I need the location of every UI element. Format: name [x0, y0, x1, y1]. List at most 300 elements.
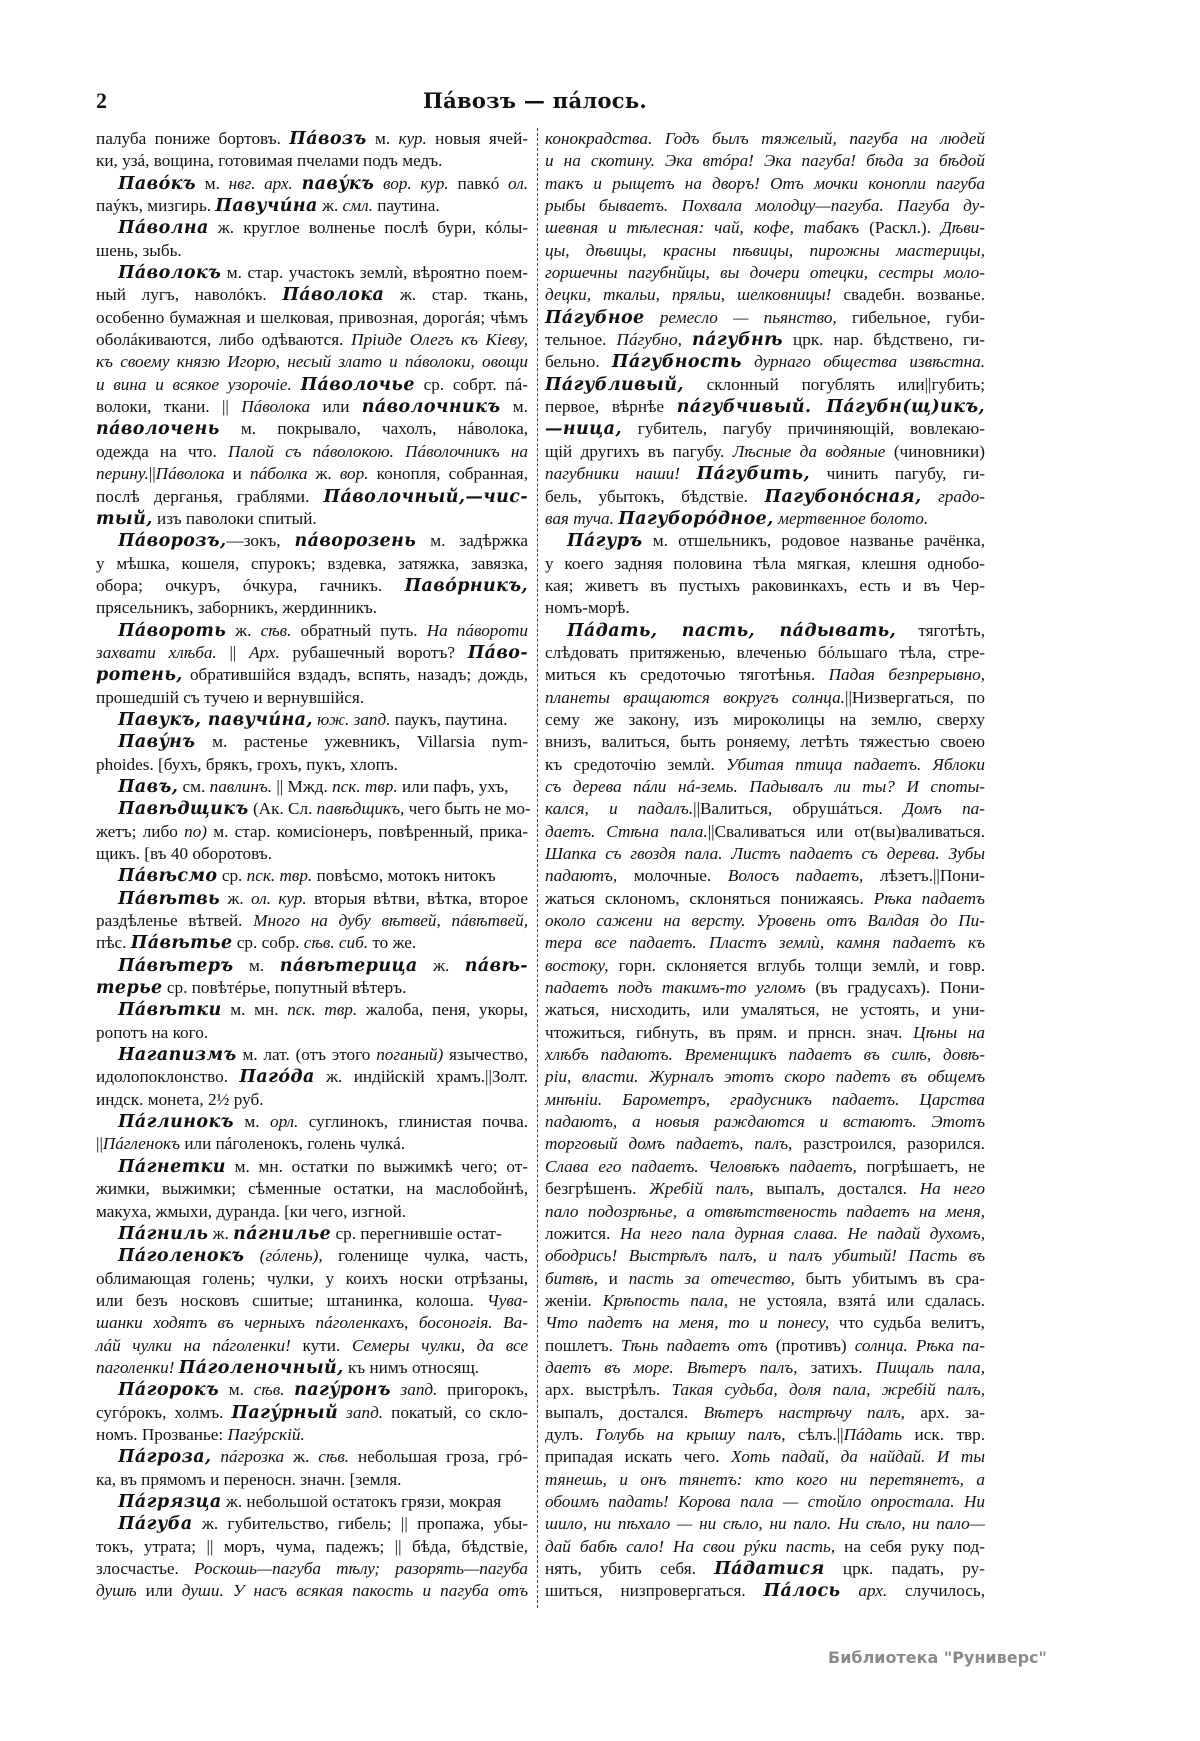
text-line	[96, 508, 528, 530]
example-text: На пáвороти	[426, 620, 528, 640]
definition-text: у мѣшка, кошеля, спурокъ; вздевка, затяжка, завязка,	[96, 553, 528, 573]
definition-text: ж.	[208, 1223, 234, 1243]
definition-text: ж.	[284, 1447, 319, 1467]
headword: пáгубчивый. Пáгубн(щ)икъ,	[676, 397, 985, 418]
definition-text: миться къ средоточью тяготѣнья.	[545, 665, 829, 685]
text-line	[545, 620, 985, 642]
text-line	[96, 128, 528, 150]
example-text: паголенки!	[96, 1357, 175, 1377]
text-line	[96, 1536, 528, 1558]
text-line	[96, 150, 528, 172]
definition-text: шиться, низпровергаться.	[545, 1581, 764, 1601]
text-line	[545, 687, 985, 709]
definition-text: м. мн. остатки по выжимкѣ чего; от-	[225, 1156, 528, 1176]
example-text: павлинъ.	[209, 776, 273, 796]
definition-text: сугóрокъ, холмъ.	[96, 1402, 232, 1422]
headword: Пáгубливый,	[545, 374, 684, 395]
text-line	[96, 955, 528, 977]
example-text: Пáгубно,	[616, 330, 682, 350]
text-line	[96, 1178, 528, 1200]
text-line	[96, 1044, 528, 1066]
headword: ротень,	[96, 665, 183, 686]
text-line	[545, 150, 985, 172]
text-line	[545, 888, 985, 910]
definition-text: то же.	[368, 933, 417, 953]
text-line	[545, 642, 985, 664]
example-text: шевная и тѣлесная: чай, кофе, табакъ	[545, 218, 860, 238]
text-line	[96, 1290, 528, 1312]
example-text: даетъ. Стѣна пала.	[545, 821, 708, 841]
definition-text: или пáголенокъ, голень чулкá.	[180, 1134, 406, 1154]
example-text: кался, и падалъ.	[545, 799, 694, 819]
headword: пáволочень	[96, 419, 220, 440]
example-text: сѣв.	[253, 1380, 285, 1400]
example-text: вор. кур.	[382, 173, 449, 193]
text-line	[96, 642, 528, 664]
headword: Пáволокъ	[118, 263, 222, 284]
library-watermark: Библиотека "Руниверс"	[828, 1648, 1047, 1667]
example-text: лáй чулки на пáголенки!	[96, 1335, 291, 1355]
headword: пагýронъ	[294, 1380, 391, 1401]
definition-text: м.	[196, 173, 229, 193]
headword: Павѣдщикъ	[118, 799, 249, 820]
headword: Павóрникъ,	[404, 575, 528, 596]
headword: Пáвѣсмо	[118, 866, 218, 887]
text-line	[545, 1513, 985, 1535]
example-text: Семеры чулки, да все	[351, 1335, 528, 1355]
definition-text: —зокъ,	[226, 531, 295, 551]
definition-text: суглинокъ, глинистая почва.	[298, 1112, 528, 1132]
text-line	[545, 1402, 985, 1424]
definition-text: тяготѣть,	[896, 620, 985, 640]
headword: пáворозень	[294, 531, 417, 552]
example-text: градо-	[938, 486, 985, 506]
definition-text	[921, 487, 938, 506]
text-line	[96, 1089, 528, 1111]
text-line	[545, 1178, 985, 1200]
definition-text: сѣлъ.||	[785, 1424, 844, 1444]
definition-text: дулъ.	[545, 1424, 596, 1444]
example-text: обоимъ падать! Корова пала — стойло опростала. Ни	[545, 1491, 985, 1511]
definition-text: phoides. [бухъ, брякъ, грохъ, пукъ, хлопъ.	[96, 754, 398, 774]
example-text: рыбы бываетъ. Похвала молодцу—пагуба. Пагуба ду-	[545, 196, 985, 216]
example-text: пасть за отечество,	[628, 1268, 795, 1288]
definition-text: случилось,	[887, 1581, 985, 1601]
definition-text: губитель, пагубу причиняющiй, вовлекаю-	[621, 419, 985, 439]
example-text: хлѣбъ падаютъ. Временщикъ падаетъ въ силѣ, довѣ-	[545, 1045, 985, 1065]
example-text: даетъ въ море. Вѣтеръ палъ,	[545, 1357, 798, 1377]
definition-text: лѣзетъ.||Пони-	[863, 866, 986, 886]
text-line	[545, 173, 985, 195]
headword: пáгнилье	[233, 1223, 332, 1244]
text-line	[545, 307, 985, 329]
example-text: Такая судьба, доля пала, жребiй палъ,	[671, 1380, 985, 1400]
text-line	[96, 217, 528, 239]
example-text: падаетъ подъ такимъ-то угломъ	[545, 978, 806, 998]
text-line	[545, 1335, 985, 1357]
definition-text: ||	[148, 464, 156, 484]
headword: Пáвѣтье	[130, 933, 233, 954]
headword: пáвѣтерица	[279, 955, 418, 976]
headword: пáгубнѣ	[692, 330, 783, 351]
example-text: захвати хлѣба.	[96, 642, 217, 662]
headword: Павукъ, павучи́на,	[118, 709, 313, 730]
text-line	[96, 1335, 528, 1357]
example-text: Пáволока	[155, 464, 225, 484]
text-line	[96, 1357, 528, 1379]
example-text: тянешь, и онъ тянетъ: кто кого ни перетянетъ, а	[545, 1469, 985, 1489]
definition-text: или пафъ, ухъ,	[397, 776, 509, 796]
example-text: Чува-	[486, 1290, 528, 1310]
example-text: ремесло — пьянство,	[659, 307, 837, 327]
example-text: съ дерева пáли нá-земь. Падывалъ ли ты? И споты-	[545, 776, 985, 796]
text-line	[545, 1379, 985, 1401]
definition-text: на себя руку под-	[835, 1536, 985, 1556]
headword: Пáгорокъ	[118, 1380, 220, 1401]
definition-text: ||	[216, 642, 250, 662]
example-text: мертвенное болото.	[777, 508, 929, 528]
headword: Нагапизмъ	[118, 1045, 237, 1066]
example-text: павѣдщикъ,	[316, 799, 405, 819]
definition-text: ложится.	[545, 1223, 620, 1243]
example-text: смл.	[342, 196, 373, 216]
text-line	[545, 1111, 985, 1133]
definition-text: ср.	[217, 866, 247, 886]
definition-text: рубашечный воротъ?	[279, 642, 468, 662]
definition-text: палуба пониже бортовъ.	[96, 129, 290, 148]
left-column	[96, 128, 531, 1603]
definition-text: или безъ носковъ сшитые; штанинка, колоша.	[96, 1290, 487, 1310]
text-line	[96, 463, 528, 485]
definition-text: пригорокъ,	[437, 1380, 529, 1400]
text-line	[545, 351, 985, 373]
text-line	[96, 821, 528, 843]
definition-text: макуха, жмыхи, дуранда. [ки чего, изгной.	[96, 1201, 407, 1221]
example-text: На него пала дурная слава. Не падай духомъ,	[619, 1223, 985, 1243]
definition-text: (Раскл.).	[859, 218, 941, 238]
example-text: запд.	[400, 1380, 438, 1400]
example-text: пск. твр.	[287, 1000, 358, 1020]
headword: Пáвѣтки	[118, 1000, 222, 1021]
example-text: планеты вращаются вокругъ солнца.	[545, 687, 845, 707]
definition-text: щикъ. [въ 40 оборотовъ.	[96, 844, 272, 863]
example-text: ободрись! Выстрѣлъ палъ, и палъ убитый! Пасть въ	[545, 1246, 985, 1266]
text-line	[545, 910, 985, 932]
example-text: къ своему князю Игорю, несый злато и пáволоки, овощи	[96, 352, 528, 372]
text-line	[96, 173, 528, 195]
text-line	[545, 955, 985, 977]
text-line	[96, 1268, 528, 1290]
text-line	[96, 1312, 528, 1334]
definition-text: || Мжд.	[272, 776, 333, 796]
text-line	[545, 128, 985, 150]
example-text: и вина и всякое узорочiе.	[96, 374, 292, 394]
text-line	[545, 553, 985, 575]
example-text: Пáгленокъ	[102, 1134, 181, 1154]
example-text: вор.	[339, 464, 369, 484]
text-line	[96, 709, 528, 731]
example-text: пáболка	[249, 464, 308, 484]
text-line	[96, 307, 528, 329]
definition-text: первое, вѣрнѣе	[545, 397, 677, 417]
definition-text: покатый, со скло-	[383, 1402, 529, 1422]
definition-text: пѣс.	[96, 933, 131, 953]
definition-text: оболáкиваются, либо одѣваются.	[96, 330, 352, 350]
definition-text: прясельникъ, заборникъ, жердинникъ.	[96, 598, 378, 618]
headword: Пагуборóдное,	[618, 508, 774, 529]
text-line	[96, 530, 528, 552]
text-line	[96, 1066, 528, 1088]
headword: Пагýрный	[231, 1402, 339, 1423]
definition-text	[391, 1380, 401, 1399]
text-line	[545, 776, 985, 798]
text-line	[96, 1156, 528, 1178]
definition-text: ||Сваливаться или от(вы)валиваться.	[707, 821, 985, 841]
definition-text: затихъ.	[797, 1357, 876, 1377]
example-text: запд.	[346, 1402, 384, 1422]
definition-text: ср. перегнившiе остат-	[331, 1223, 502, 1243]
text-line	[96, 1424, 528, 1446]
example-text: Пáдать	[843, 1424, 903, 1444]
definition-text: жетъ; либо	[96, 821, 185, 841]
definition-text: паукъ, паутина.	[390, 709, 508, 729]
text-line	[96, 374, 528, 396]
definition-text: црк. падать, ру-	[824, 1559, 985, 1578]
definition-text: шень, зыбь.	[96, 240, 182, 260]
example-text: востоку,	[545, 955, 609, 975]
definition-text: номъ. Прозванье:	[96, 1424, 228, 1444]
text-line	[545, 1022, 985, 1044]
definition-text	[292, 375, 301, 394]
headword: Пáдать, пасть, пáдывать,	[567, 620, 897, 641]
example-text: пало подозрѣнье, а отвѣтственость падаетъ на меня,	[545, 1201, 985, 1221]
example-text: Голубь на крышу палъ,	[595, 1424, 786, 1444]
definition-text: молочные.	[617, 866, 728, 886]
example-text: шанки ходятъ въ черныхъ пáголенкахъ, босоногiя. Ва-	[96, 1313, 528, 1333]
definition-text: чинить пагубу, ги-	[809, 464, 985, 484]
definition-text: или	[310, 397, 362, 417]
definition-text: ж. индiйскiй храмъ.||Золт.	[314, 1067, 528, 1087]
headword: Пагóда	[239, 1067, 315, 1088]
headword: пáвѣ-	[464, 955, 528, 976]
text-line	[96, 597, 528, 619]
text-line	[96, 1513, 528, 1535]
headword: Пáвороть	[118, 620, 227, 641]
definition-text: ср. собрт. пá-	[414, 374, 529, 394]
running-head: Пáвозъ — пáлось.	[422, 88, 648, 113]
text-line	[545, 664, 985, 686]
text-line	[96, 441, 528, 463]
definition-text: (въ градусахъ). Пони-	[805, 978, 985, 998]
text-line	[96, 664, 528, 686]
example-text: Волосъ падаетъ,	[727, 866, 864, 886]
example-text: и на скотину. Эка втóра! Эка пагуба! бѣда за бѣдой	[545, 151, 985, 171]
example-text: Много на дубу вѣтвей, пáвѣтвей,	[253, 911, 529, 931]
text-line	[96, 1245, 528, 1267]
headword: Пáгуба	[118, 1514, 193, 1535]
definition-text: жалоба, пеня, укоры,	[357, 1000, 529, 1020]
definition-text: кути.	[290, 1335, 352, 1355]
headword: —ница,	[545, 419, 622, 440]
text-line	[545, 977, 985, 999]
definition-text: (Ак. Сл.	[248, 799, 317, 819]
definition-text: конопля, собранная,	[368, 464, 528, 484]
text-line	[545, 1245, 985, 1267]
example-text: Цѣны на	[913, 1022, 985, 1042]
text-line	[96, 418, 528, 440]
definition-text: жимки, выжимки; сѣменные остатки, на маслобойнѣ,	[96, 1179, 528, 1199]
example-text: арх.	[858, 1581, 888, 1601]
text-line	[545, 1312, 985, 1334]
example-text: такъ и рыщетъ на дворъ! Отъ мочки конопли пагуба	[545, 173, 985, 193]
definition-text: голенище чулка, часть,	[322, 1246, 528, 1266]
example-text: орл.	[269, 1112, 299, 1132]
definition-text: м. стар. участокъ землѝ, вѣроятно поем-	[221, 263, 528, 283]
text-line	[96, 910, 528, 932]
example-text: сѣв.	[260, 620, 292, 640]
definition-text: и	[224, 464, 250, 484]
text-line	[96, 932, 528, 954]
text-line	[545, 195, 985, 217]
text-line	[96, 977, 528, 999]
text-line	[96, 754, 528, 776]
text-line	[96, 798, 531, 820]
definition-text: м. задѣржка	[416, 531, 528, 551]
definition-text: ср. повѣтéрье, попутный вѣтеръ.	[162, 978, 407, 998]
headword: павýкъ	[301, 173, 375, 194]
definition-text: ка, въ прямомъ и переносн. значн. [земля.	[96, 1469, 402, 1489]
text-line	[545, 1089, 985, 1111]
text-line	[545, 240, 985, 262]
definition-text	[742, 352, 754, 371]
text-line	[545, 284, 985, 306]
example-text: мнѣнiи. Барометръ, градусникъ падаетъ. Царства	[545, 1089, 985, 1109]
definition-text: нять, убить себя.	[545, 1559, 715, 1578]
example-text: пагубники наши!	[545, 464, 680, 484]
definition-text	[682, 330, 692, 349]
example-text: Пищаль пала,	[875, 1357, 985, 1377]
definition-text: м. стар. комисiонеръ, повѣренный, прика-	[206, 821, 528, 841]
definition-text: номъ-морѣ.	[545, 598, 630, 618]
text-line	[96, 865, 528, 887]
example-text: рiи, власти. Журналъ этотъ скоро падетъ въ общемъ	[545, 1067, 985, 1087]
definition-text: что судьба велитъ,	[829, 1313, 985, 1333]
text-line	[545, 374, 985, 396]
text-line	[545, 865, 985, 887]
definition-text: слѣдовать притяженью, влеченью бóльшаго тѣла, стре-	[545, 642, 985, 662]
definition-text: м. растенье ужевникъ, Villarsia nym-	[195, 732, 528, 752]
example-text: Хоть падай, да найдай. И ты	[731, 1447, 985, 1467]
definition-text: м.	[366, 129, 399, 148]
example-text: Роскошь—пагуба тѣлу; разорять—пагуба	[194, 1559, 528, 1578]
definition-text: горн. склоняется вглубь толщи землѝ, и говр.	[608, 955, 985, 975]
example-text: (гóлень),	[259, 1246, 323, 1266]
headword: Пáволочный,—чис-	[323, 486, 528, 507]
definition-text: небольшая гроза, грó-	[349, 1447, 528, 1467]
headword: Пáво-	[467, 642, 528, 663]
definition-text: язычество,	[443, 1045, 528, 1065]
definition-text: чтожиться, гибнуть, въ прям. и прнсн. знач.	[545, 1022, 914, 1042]
text-line	[96, 1379, 528, 1401]
headword: Пáгнетки	[118, 1156, 226, 1177]
text-line	[545, 1469, 985, 1491]
definition-text: м. лат. (отъ этого	[236, 1045, 377, 1065]
headword: пáволочникъ	[361, 397, 501, 418]
definition-text: склонный погублять или||губить;	[683, 374, 985, 394]
example-text: Арх.	[249, 642, 280, 662]
text-line	[96, 888, 528, 910]
example-text: по)	[184, 821, 207, 841]
definition-text: щiй другихъ въ пагубу.	[545, 441, 733, 461]
text-line	[545, 1223, 985, 1245]
headword: Пáгубность	[611, 352, 742, 373]
example-text: падаютъ,	[545, 866, 618, 886]
definition-text: къ нимъ относящ.	[343, 1357, 480, 1377]
definition-text: ||Валиться, обрушáться.	[693, 799, 904, 819]
definition-text: паýкъ, мизгирь.	[96, 196, 216, 216]
example-text: децки, ткальи, пряльи, шелковницы!	[545, 285, 832, 305]
example-text: дурнаго общества извѣстна.	[754, 352, 985, 372]
definition-text	[338, 1403, 346, 1422]
definition-text: бель, убытокъ, бѣдствiе.	[545, 486, 765, 506]
definition-text: ж.	[307, 464, 340, 484]
definition-text: пошлетъ.	[545, 1335, 621, 1355]
definition-text: у коего задняя половина тѣла мягкая, клешня однобо-	[545, 553, 985, 573]
example-text: Тѣнь падаетъ отъ	[621, 1335, 768, 1355]
example-text: Пагýрскiй.	[227, 1424, 305, 1444]
definition-text: обора; очкуръ, óчкура, гачникъ.	[96, 575, 405, 595]
definition-text: м. покрывало, чахолъ, нáволока,	[219, 419, 528, 439]
definition-text: м.	[219, 1380, 254, 1400]
definition-text: токъ, утрата; || моръ, чума, падежъ; || бѣда, бѣдствiе,	[96, 1536, 528, 1556]
definition-text: свадебн. возванье.	[831, 285, 985, 305]
text-line	[545, 1424, 985, 1446]
text-line	[545, 1580, 985, 1602]
definition-text: обратившiйся вздадъ, вспять, назадъ; дождь,	[182, 665, 528, 685]
definition-text: сему же закону, изъ мироколицы на землю, сверху	[545, 709, 985, 729]
definition-text: волоки, ткани. ||	[96, 397, 242, 417]
headword: Павучи́на	[215, 196, 318, 217]
headword: Пáгубить,	[696, 464, 810, 485]
example-text: дай бабѣ сало! На свои рýки пасть,	[545, 1536, 836, 1556]
example-text: ол.	[508, 173, 528, 193]
headword: Пáволочье	[300, 374, 415, 395]
definition-text: см.	[178, 776, 210, 796]
column-divider	[537, 128, 538, 1608]
definition-text: м.	[500, 397, 528, 417]
text-line	[545, 1268, 985, 1290]
text-line	[96, 575, 528, 597]
example-text: Вѣтеръ настрѣчу палъ,	[703, 1402, 905, 1422]
headword: Пáгуръ	[567, 531, 643, 552]
example-text: кур.	[398, 129, 427, 148]
text-line	[96, 1201, 528, 1223]
headword: Пáдатися	[714, 1559, 825, 1579]
text-line	[545, 1133, 985, 1155]
headword: Павýнъ	[118, 732, 196, 753]
definition-text: црк. нар. бѣдствено, ги-	[782, 330, 986, 350]
text-line	[96, 1446, 528, 1468]
definition-text: женiи.	[545, 1290, 603, 1310]
example-text: Слава его падаетъ. Человѣкъ падаетъ,	[545, 1156, 857, 1176]
definition-text: м. мн.	[221, 1000, 288, 1020]
example-text: пáгрозка	[220, 1447, 285, 1467]
example-text: вая туча.	[545, 508, 614, 528]
text-line	[545, 1201, 985, 1223]
example-text: Что падетъ на меня, то и понесу,	[545, 1313, 830, 1333]
text-line	[96, 620, 528, 642]
definition-text: припадая искать чего.	[545, 1447, 732, 1467]
